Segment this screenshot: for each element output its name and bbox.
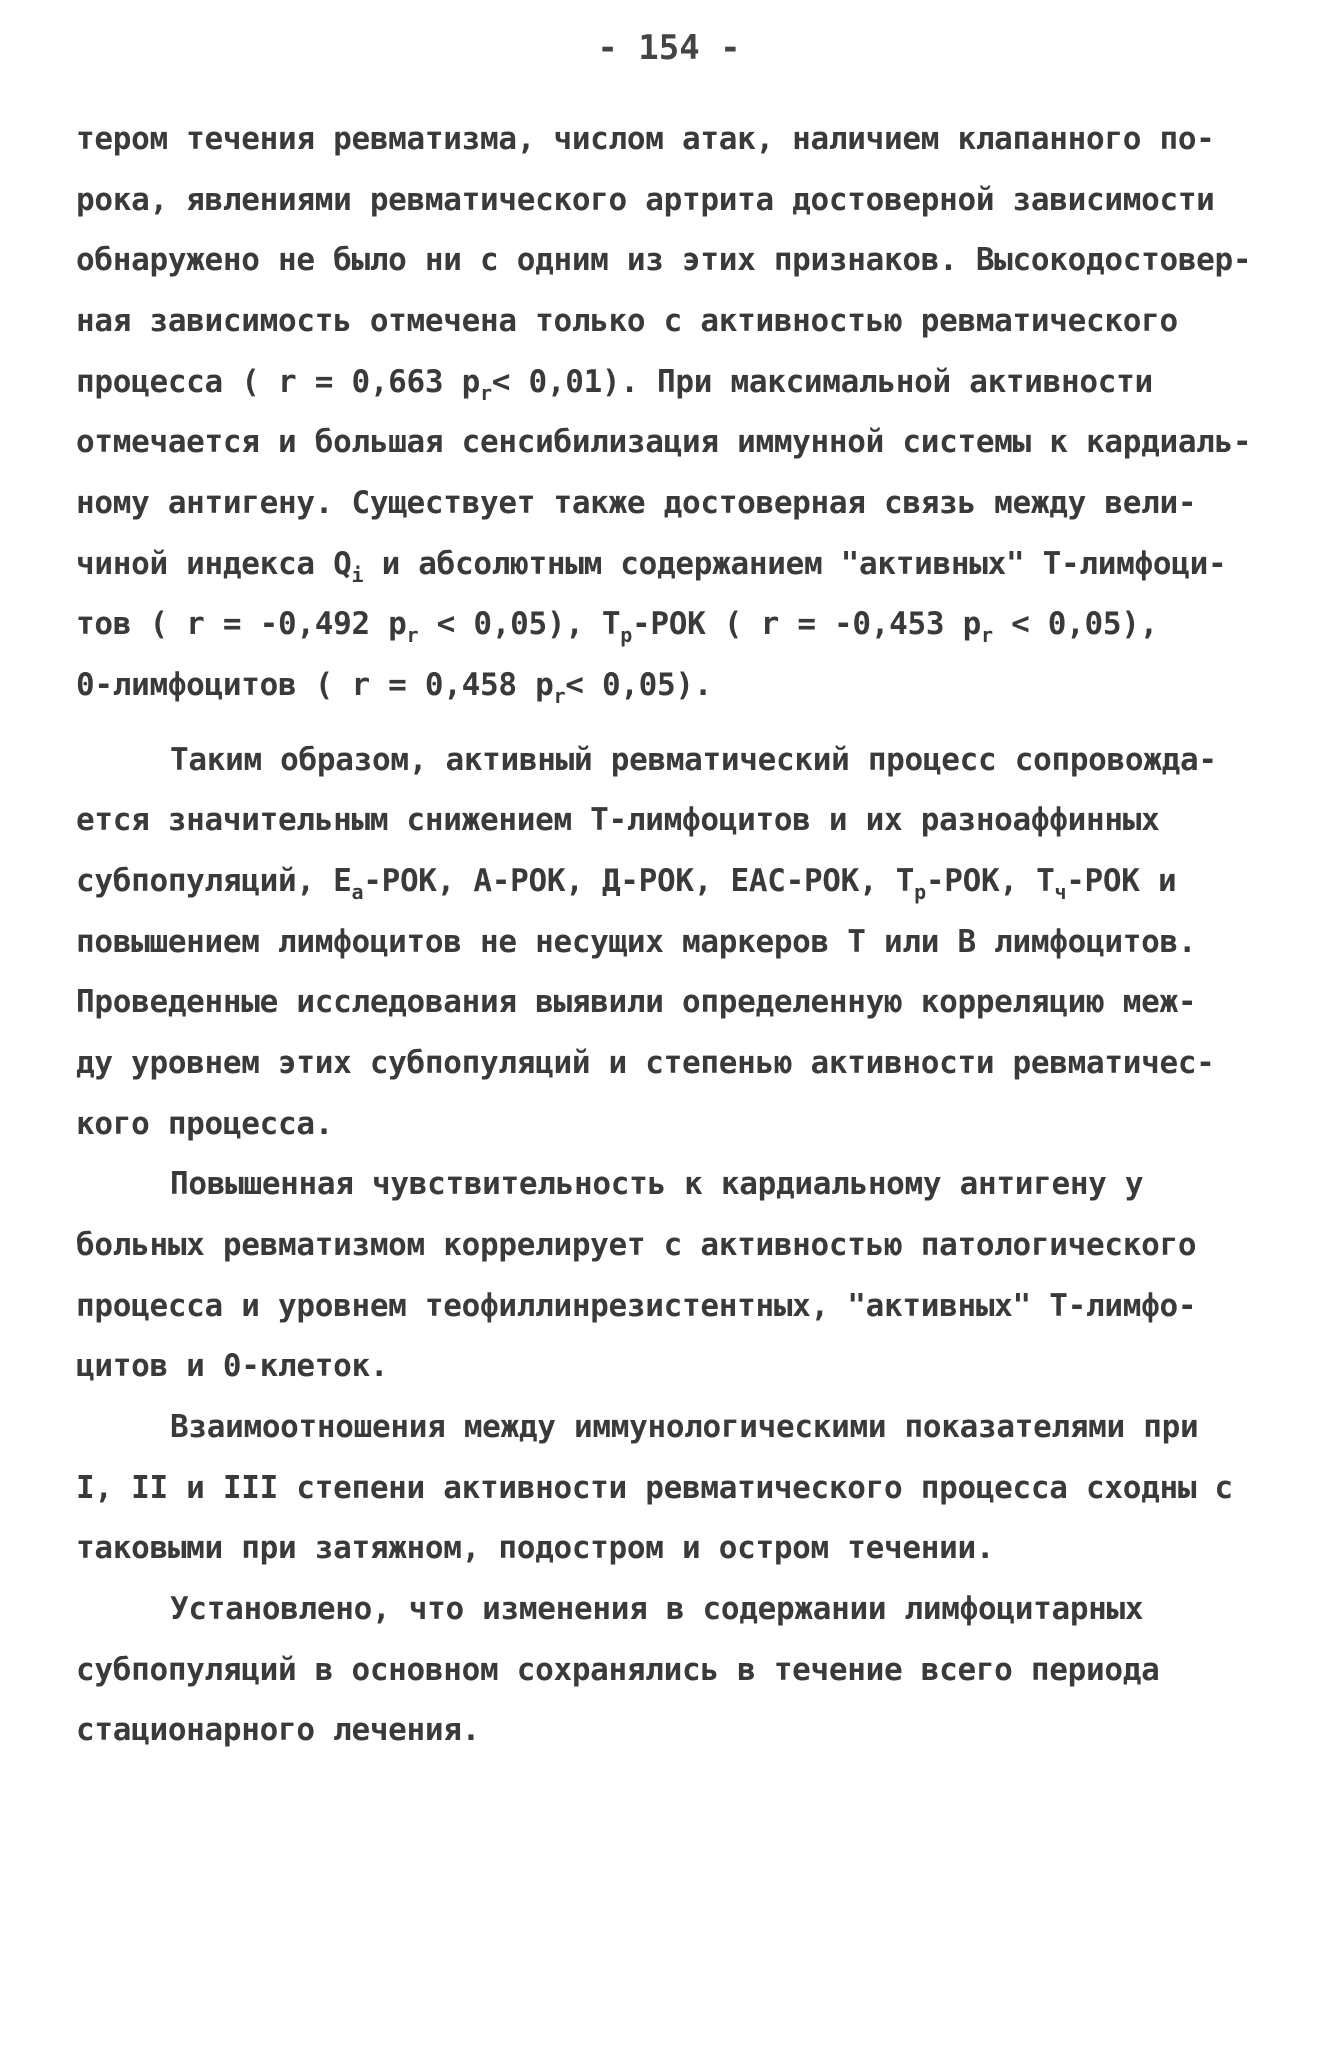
subscript: r (553, 684, 566, 708)
text-line: отмечается и большая сенсибилизация иммунной системы к кардиаль- (76, 424, 1252, 460)
text-fragment: < 0,05), (992, 606, 1158, 642)
text-fragment: < 0,05). (565, 667, 713, 703)
text-fragment: 0-лимфоцитов ( r = 0,458 p (76, 667, 554, 703)
text-line: субпопуляций в основном сохранялись в течение всего периода (76, 1652, 1160, 1688)
text-line: ду уровнем этих субпопуляций и степенью активности ревматичес- (76, 1045, 1215, 1081)
text-line: повышением лимфоцитов не несущих маркеров Т или В лимфоцитов. (76, 924, 1197, 960)
text-fragment: < 0,01). При максимальной активности (491, 364, 1153, 400)
text-fragment: и абсолютным содержанием "активных" Т-лимфоци- (363, 546, 1227, 582)
text-line: процесса и уровнем теофиллинрезистентных, "активных" Т-лимфо- (76, 1288, 1197, 1324)
text-line: I, II и III степени активности ревматического процесса сходны с (76, 1470, 1233, 1506)
text-line: кого процесса. (76, 1106, 334, 1142)
subscript: а (351, 880, 364, 904)
text-fragment: < 0,05), Т (418, 606, 621, 642)
text-line (76, 544, 1226, 595)
subscript: i (351, 563, 364, 587)
text-line: больных ревматизмом коррелирует с активностью патологического (76, 1227, 1197, 1263)
text-fragment: чиной индекса Q (76, 546, 352, 582)
text-fragment: субпопуляций, Е (76, 863, 352, 899)
text-line: тером течения ревматизма, числом атак, наличием клапанного по- (76, 121, 1215, 157)
text-line: цитов и 0-клеток. (76, 1348, 389, 1384)
text-line (76, 604, 1158, 655)
text-fragment: -РОК, А-РОК, Д-РОК, ЕАС-РОК, Т (363, 863, 915, 899)
text-line: Взаимоотношения между иммунологическими показателями при (170, 1409, 1199, 1445)
subscript: р (620, 623, 633, 647)
text-line: рока, явлениями ревматического артрита достоверной зависимости (76, 182, 1215, 218)
text-line: ная зависимость отмечена только с активностью ревматического (76, 303, 1178, 339)
text-fragment: тов ( r = -0,492 p (76, 606, 407, 642)
text-fragment: -РОК, Т (925, 863, 1055, 899)
subscript: ч (1054, 880, 1067, 904)
subscript: r (980, 623, 993, 647)
text-line: ется значительным снижением Т-лимфоцитов и их разноаффинных (76, 802, 1160, 838)
text-line: Повышенная чувствительность к кардиальному антигену у (170, 1166, 1144, 1202)
subscript: р (914, 880, 926, 904)
text-line (76, 861, 1176, 912)
text-line: Таким образом, активный ревматический процесс сопровожда- (170, 742, 1217, 778)
subscript: r (480, 381, 492, 405)
text-line (76, 665, 712, 716)
page-number: - 154 - (597, 28, 741, 68)
text-line: Установлено, что изменения в содержании лимфоцитарных (170, 1591, 1144, 1627)
text-line: стационарного лечения. (76, 1712, 480, 1748)
text-line: Проведенные исследования выявили определенную корреляцию меж- (76, 984, 1197, 1020)
text-line: таковыми при затяжном, подостром и остром течении. (76, 1530, 995, 1566)
subscript: r (406, 623, 419, 647)
text-fragment: -РОК ( r = -0,453 p (632, 606, 981, 642)
text-line (76, 362, 1153, 413)
text-line: обнаружено не было ни с одним из этих признаков. Высокодостовер- (76, 242, 1252, 278)
text-fragment: -РОК и (1066, 863, 1177, 899)
text-fragment: процесса ( r = 0,663 p (76, 364, 480, 400)
text-line: ному антигену. Существует также достоверная связь между вели- (76, 485, 1197, 521)
